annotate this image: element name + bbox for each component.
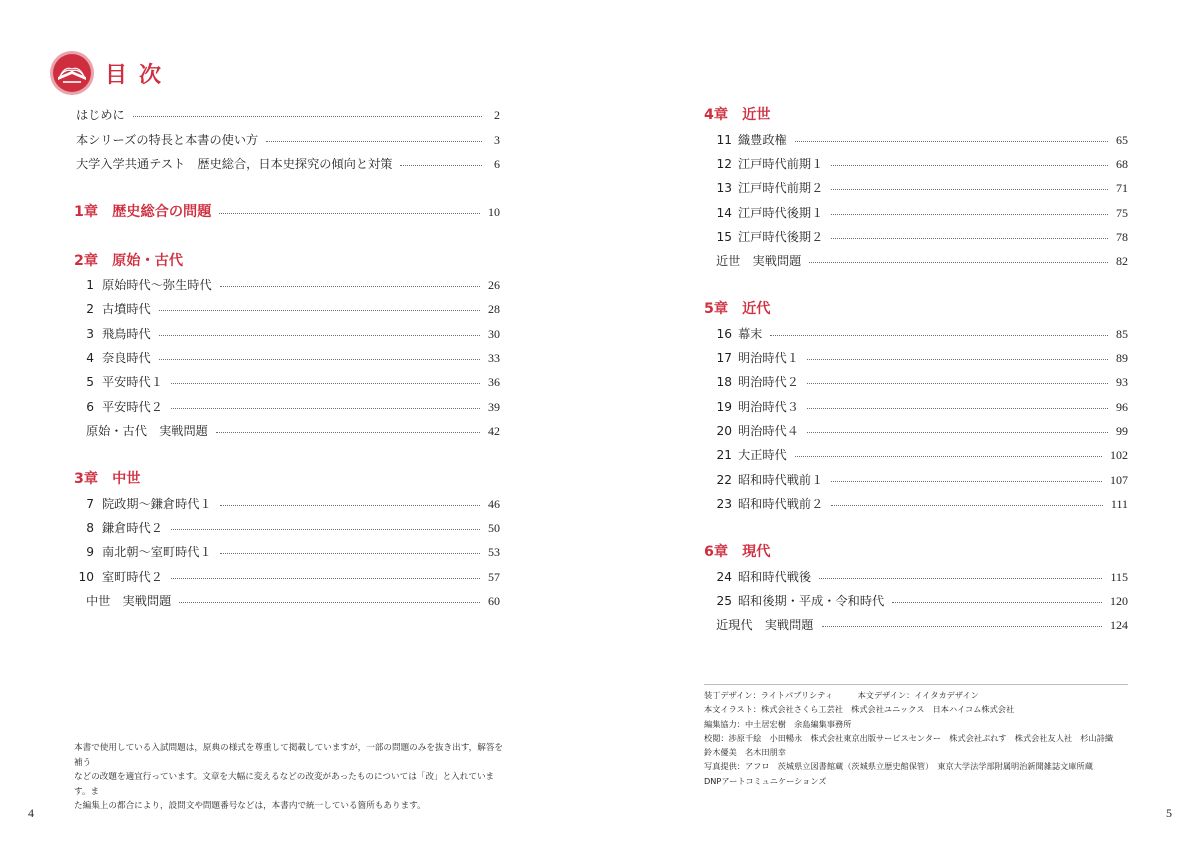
note-line: た編集上の都合により，設問文や問題番号などは，本書内で統一している箇所もあります。 bbox=[74, 801, 426, 811]
chapter-title: 近代 bbox=[742, 301, 771, 317]
chapter-number: 6章 bbox=[704, 544, 729, 560]
toc-entry[interactable] bbox=[74, 397, 500, 417]
entry-page: 65 bbox=[1116, 133, 1128, 147]
toc-entry[interactable] bbox=[704, 130, 1128, 150]
chapter-heading bbox=[74, 469, 500, 489]
entry-label: 室町時代２ bbox=[102, 570, 163, 584]
dot-leader bbox=[179, 602, 480, 603]
entry-page: 36 bbox=[488, 375, 500, 389]
section-number: 16 bbox=[716, 327, 732, 341]
chapter-number: 5章 bbox=[704, 301, 729, 317]
section-number: 1 bbox=[86, 278, 94, 292]
toc-entry[interactable] bbox=[704, 154, 1128, 174]
toc-entry[interactable] bbox=[704, 567, 1128, 587]
note-line: 本書で使用している入試問題は，原典の様式を尊重して掲載していますが，一部の問題のみを抜き出す，解答を補う bbox=[74, 743, 504, 768]
section-number: 23 bbox=[716, 497, 732, 511]
entry-page: 50 bbox=[488, 521, 500, 535]
entry-page: 85 bbox=[1116, 327, 1128, 341]
toc-entry[interactable] bbox=[704, 348, 1128, 368]
entry-page: 111 bbox=[1110, 497, 1128, 511]
section-number: 15 bbox=[716, 230, 732, 244]
credit-line: 鈴木優美 名木田朋幸 bbox=[704, 747, 786, 758]
entry-page: 96 bbox=[1116, 400, 1128, 414]
entry-label: 明治時代１ bbox=[738, 351, 799, 365]
dot-leader bbox=[795, 141, 1108, 142]
dot-leader bbox=[831, 505, 1103, 506]
entry-label: 飛鳥時代 bbox=[102, 327, 151, 341]
entry-label: 原始時代〜弥生時代 bbox=[102, 278, 212, 292]
credit-line: 編集協力：中土居宏樹 余島編集事務所 bbox=[704, 718, 852, 729]
entry-label: 院政期〜鎌倉時代１ bbox=[102, 497, 212, 511]
toc-entry[interactable] bbox=[74, 372, 500, 392]
toc-entry[interactable] bbox=[704, 178, 1128, 198]
entry-label: 平安時代２ bbox=[102, 400, 163, 414]
toc-entry[interactable] bbox=[74, 105, 500, 125]
toc-entry[interactable] bbox=[704, 397, 1128, 417]
entry-page: 10 bbox=[488, 205, 500, 219]
entry-page: 93 bbox=[1116, 375, 1128, 389]
dot-leader bbox=[770, 335, 1108, 336]
section-number: 12 bbox=[716, 157, 732, 171]
dot-leader bbox=[831, 481, 1102, 482]
entry-page: 89 bbox=[1116, 351, 1128, 365]
entry-page: 120 bbox=[1110, 594, 1128, 608]
dot-leader bbox=[171, 383, 480, 384]
section-number: 18 bbox=[716, 375, 732, 389]
entry-label: 江戸時代前期２ bbox=[738, 181, 824, 195]
section-number: 11 bbox=[716, 133, 732, 147]
entry-label: 明治時代２ bbox=[738, 375, 799, 389]
toc-entry[interactable] bbox=[704, 203, 1128, 223]
book-emblem-icon bbox=[49, 50, 95, 96]
entry-page: 71 bbox=[1116, 181, 1128, 195]
page-number-left: 4 bbox=[28, 806, 34, 820]
entry-label: 江戸時代後期１ bbox=[738, 206, 824, 220]
chapter-title: 原始・古代 bbox=[112, 253, 184, 269]
entry-page: 75 bbox=[1116, 206, 1128, 220]
section-number: 13 bbox=[716, 181, 732, 195]
dot-leader bbox=[216, 432, 480, 433]
chapter-title: 中世 bbox=[112, 471, 141, 487]
entry-label: 中世 実戦問題 bbox=[86, 594, 172, 608]
chapter-heading bbox=[704, 542, 1128, 562]
entry-page: 46 bbox=[488, 497, 500, 511]
credit-line: DNPアートコミュニケーションズ bbox=[704, 775, 827, 786]
chapter-heading bbox=[704, 105, 1128, 125]
dot-leader bbox=[831, 189, 1108, 190]
dot-leader bbox=[822, 626, 1103, 627]
dot-leader bbox=[400, 165, 482, 166]
entry-label: 古墳時代 bbox=[102, 302, 151, 316]
toc-entry[interactable] bbox=[74, 542, 500, 562]
credit-line: 装丁デザイン：ライトパブリシティ 本文デザイン：イイタカデザイン bbox=[704, 690, 979, 700]
toc-practice-entry[interactable] bbox=[704, 251, 1128, 271]
section-number: 10 bbox=[78, 570, 94, 584]
entry-page: 28 bbox=[488, 302, 500, 316]
chapter-heading[interactable] bbox=[74, 202, 500, 222]
toc-entry[interactable] bbox=[74, 154, 500, 174]
dot-leader bbox=[892, 602, 1102, 603]
entry-label: 本シリーズの特長と本書の使い方 bbox=[76, 133, 259, 147]
dot-leader bbox=[159, 335, 480, 336]
entry-label: 平安時代１ bbox=[102, 375, 163, 389]
toc-entry[interactable] bbox=[74, 275, 500, 295]
note-line: などの改題を適宜行っています。文章を大幅に変えるなどの改変があったものについては「改」と入れています。ま bbox=[74, 772, 495, 797]
dot-leader bbox=[266, 141, 482, 142]
section-number: 14 bbox=[716, 206, 732, 220]
entry-label: 昭和後期・平成・令和時代 bbox=[738, 594, 885, 608]
dot-leader bbox=[819, 578, 1102, 579]
entry-page: 82 bbox=[1116, 254, 1128, 268]
toc-entry[interactable] bbox=[74, 494, 500, 514]
entry-page: 102 bbox=[1110, 448, 1128, 462]
section-number: 21 bbox=[716, 448, 732, 462]
entry-page: 78 bbox=[1116, 230, 1128, 244]
dot-leader bbox=[807, 383, 1108, 384]
entry-page: 2 bbox=[494, 108, 500, 122]
chapter-title: 現代 bbox=[742, 544, 771, 560]
entry-label: 江戸時代後期２ bbox=[738, 230, 824, 244]
toc-entry[interactable] bbox=[704, 372, 1128, 392]
entry-label: 近世 実戦問題 bbox=[716, 254, 802, 268]
chapter-number: 4章 bbox=[704, 107, 729, 123]
entry-page: 33 bbox=[488, 351, 500, 365]
credits-block bbox=[704, 688, 1128, 788]
toc-entry[interactable] bbox=[704, 227, 1128, 247]
dot-leader bbox=[831, 214, 1108, 215]
entry-label: 昭和時代戦前１ bbox=[738, 473, 824, 487]
entry-label: 奈良時代 bbox=[102, 351, 151, 365]
entry-label: 明治時代４ bbox=[738, 424, 799, 438]
dot-leader bbox=[220, 505, 480, 506]
credits-divider bbox=[704, 684, 1128, 685]
toc-practice-entry[interactable] bbox=[704, 615, 1128, 635]
entry-label: 大学入学共通テスト 歴史総合，日本史探究の傾向と対策 bbox=[76, 157, 393, 171]
entry-page: 39 bbox=[488, 400, 500, 414]
page-title: 目次 bbox=[105, 62, 174, 88]
entry-label: 鎌倉時代２ bbox=[102, 521, 163, 535]
entry-page: 124 bbox=[1110, 618, 1128, 632]
toc-entry[interactable] bbox=[704, 445, 1128, 465]
usage-note bbox=[74, 741, 504, 814]
dot-leader bbox=[159, 310, 480, 311]
chapter-title: 近世 bbox=[742, 107, 771, 123]
toc-entry[interactable] bbox=[74, 348, 500, 368]
credit-line: 本文イラスト：株式会社さくら工芸社 株式会社ユニックス 日本ハイコム株式会社 bbox=[704, 704, 1015, 715]
toc-entry[interactable] bbox=[704, 324, 1128, 344]
entry-page: 30 bbox=[488, 327, 500, 341]
section-number: 8 bbox=[86, 521, 94, 535]
credit-line: 校閲：渉原千絵 小田暢永 株式会社東京出版サービスセンター 株式会社ぷれす 株式会社友人社 杉山詩織 bbox=[704, 732, 1114, 743]
entry-page: 99 bbox=[1116, 424, 1128, 438]
chapter-heading bbox=[704, 299, 1128, 319]
section-number: 4 bbox=[86, 351, 94, 365]
entry-label: 幕末 bbox=[738, 327, 763, 341]
entry-label: はじめに bbox=[76, 108, 125, 122]
entry-label: 昭和時代戦後 bbox=[738, 570, 812, 584]
section-number: 19 bbox=[716, 400, 732, 414]
entry-page: 42 bbox=[488, 424, 500, 438]
toc-entry[interactable] bbox=[704, 421, 1128, 441]
toc-entry[interactable] bbox=[704, 591, 1128, 611]
section-number: 9 bbox=[86, 545, 94, 559]
toc-practice-entry[interactable] bbox=[74, 591, 500, 611]
dot-leader bbox=[807, 432, 1108, 433]
section-number: 6 bbox=[86, 400, 94, 414]
entry-page: 107 bbox=[1110, 473, 1128, 487]
toc-entry[interactable] bbox=[704, 494, 1128, 514]
entry-label: 近現代 実戦問題 bbox=[716, 618, 814, 632]
dot-leader bbox=[171, 408, 480, 409]
dot-leader bbox=[159, 359, 480, 360]
toc-entry[interactable] bbox=[74, 567, 500, 587]
chapter-number: 2章 bbox=[74, 253, 99, 269]
credit-line: 写真提供：アフロ 茨城県立図書館蔵（茨城県立歴史館保管） 東京大学法学部附属明治新聞雑誌文庫所蔵 bbox=[704, 761, 1093, 772]
entry-label: 明治時代３ bbox=[738, 400, 799, 414]
entry-page: 26 bbox=[488, 278, 500, 292]
entry-label: 江戸時代前期１ bbox=[738, 157, 824, 171]
chapter-number: 1章 bbox=[74, 204, 99, 220]
chapter-number: 3章 bbox=[74, 471, 99, 487]
dot-leader bbox=[220, 553, 480, 554]
section-number: 22 bbox=[716, 473, 732, 487]
entry-page: 57 bbox=[488, 570, 500, 584]
dot-leader bbox=[795, 456, 1102, 457]
section-number: 7 bbox=[86, 497, 94, 511]
section-number: 25 bbox=[716, 594, 732, 608]
dot-leader bbox=[831, 238, 1108, 239]
dot-leader bbox=[831, 165, 1108, 166]
section-number: 24 bbox=[716, 570, 732, 584]
chapter-title: 歴史総合の問題 bbox=[112, 204, 212, 220]
dot-leader bbox=[171, 529, 480, 530]
section-number: 17 bbox=[716, 351, 732, 365]
entry-page: 6 bbox=[494, 157, 500, 171]
dot-leader bbox=[219, 213, 480, 214]
section-number: 20 bbox=[716, 424, 732, 438]
toc-header bbox=[49, 50, 173, 96]
dot-leader bbox=[807, 408, 1108, 409]
toc-entry[interactable] bbox=[74, 518, 500, 538]
dot-leader bbox=[807, 359, 1108, 360]
entry-label: 織豊政権 bbox=[738, 133, 787, 147]
dot-leader bbox=[133, 116, 482, 117]
dot-leader bbox=[809, 262, 1108, 263]
toc-practice-entry[interactable] bbox=[74, 421, 500, 441]
dot-leader bbox=[220, 286, 480, 287]
entry-label: 昭和時代戦前２ bbox=[738, 497, 824, 511]
entry-page: 3 bbox=[494, 133, 500, 147]
entry-page: 53 bbox=[488, 545, 500, 559]
toc-entry[interactable] bbox=[74, 324, 500, 344]
dot-leader bbox=[171, 578, 480, 579]
entry-label: 南北朝〜室町時代１ bbox=[102, 545, 212, 559]
toc-entry[interactable] bbox=[74, 299, 500, 319]
page-number-right: 5 bbox=[1166, 806, 1172, 820]
entry-page: 60 bbox=[488, 594, 500, 608]
entry-label: 大正時代 bbox=[738, 448, 787, 462]
toc-entry[interactable] bbox=[74, 130, 500, 150]
toc-entry[interactable] bbox=[704, 470, 1128, 490]
section-number: 2 bbox=[86, 302, 94, 316]
section-number: 5 bbox=[86, 375, 94, 389]
chapter-heading bbox=[74, 251, 500, 271]
entry-page: 68 bbox=[1116, 157, 1128, 171]
section-number: 3 bbox=[86, 327, 94, 341]
entry-label: 原始・古代 実戦問題 bbox=[86, 424, 208, 438]
entry-page: 115 bbox=[1110, 570, 1128, 584]
